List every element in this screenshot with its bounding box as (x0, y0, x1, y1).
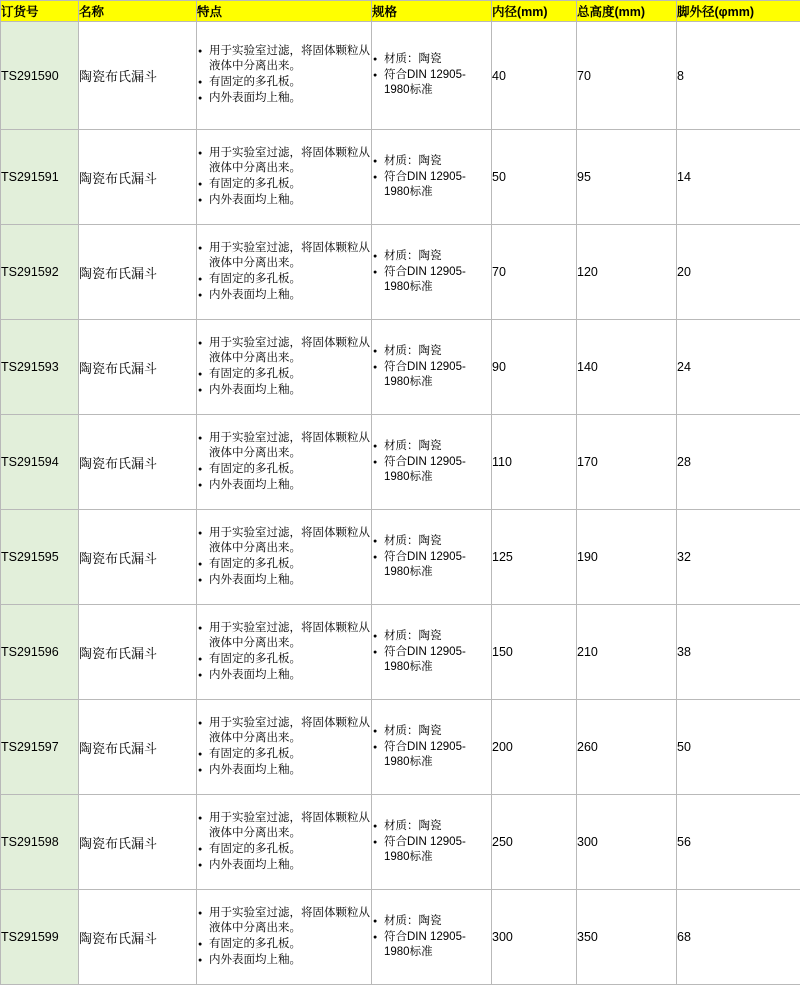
cell-foot-outer-diameter: 28 (677, 415, 800, 510)
spec-bullet-item: ● 材质：陶瓷 (372, 249, 491, 264)
cell-total-height: 120 (577, 225, 677, 320)
cell-features (197, 130, 372, 225)
feature-bullet-item: ● 内外表面均上釉。 (197, 573, 371, 588)
cell-order-number: TS291596 (1, 605, 79, 700)
cell-inner-diameter: 300 (492, 890, 577, 985)
feature-bullet-list (197, 431, 371, 493)
cell-order-number: TS291595 (1, 510, 79, 605)
feature-bullet-item: ● 用于实验室过滤，将固体颗粒从液体中分离出来。 (197, 44, 371, 74)
feature-bullet-item: ● 用于实验室过滤，将固体颗粒从液体中分离出来。 (197, 716, 371, 746)
spec-bullet-list (372, 344, 491, 390)
feature-bullet-list (197, 716, 371, 778)
feature-bullet-item: ● 内外表面均上釉。 (197, 288, 371, 303)
spec-bullet-list (372, 819, 491, 865)
feature-bullet-list (197, 906, 371, 968)
cell-specification (372, 320, 492, 415)
cell-inner-diameter: 125 (492, 510, 577, 605)
spec-bullet-item: ● 材质：陶瓷 (372, 534, 491, 549)
table-row (1, 225, 800, 320)
spec-bullet-item: ● 材质：陶瓷 (372, 344, 491, 359)
cell-product-name: 陶瓷布氏漏斗 (79, 320, 197, 415)
column-header-inner-diameter: 内径(mm) (492, 1, 577, 22)
cell-inner-diameter: 50 (492, 130, 577, 225)
cell-inner-diameter: 70 (492, 225, 577, 320)
column-header-name: 名称 (79, 1, 197, 22)
cell-specification (372, 130, 492, 225)
feature-bullet-item: ● 用于实验室过滤，将固体颗粒从液体中分离出来。 (197, 906, 371, 936)
feature-bullet-item: ● 有固定的多孔板。 (197, 937, 371, 952)
spec-bullet-list (372, 534, 491, 580)
cell-order-number: TS291597 (1, 700, 79, 795)
cell-features (197, 700, 372, 795)
feature-bullet-item: ● 用于实验室过滤，将固体颗粒从液体中分离出来。 (197, 431, 371, 461)
cell-order-number: TS291590 (1, 22, 79, 130)
cell-total-height: 350 (577, 890, 677, 985)
table-row (1, 605, 800, 700)
feature-bullet-item: ● 内外表面均上釉。 (197, 193, 371, 208)
cell-features (197, 225, 372, 320)
cell-inner-diameter: 40 (492, 22, 577, 130)
spec-bullet-list (372, 249, 491, 295)
cell-total-height: 210 (577, 605, 677, 700)
cell-foot-outer-diameter: 20 (677, 225, 800, 320)
cell-total-height: 95 (577, 130, 677, 225)
cell-product-name: 陶瓷布氏漏斗 (79, 890, 197, 985)
feature-bullet-item: ● 内外表面均上釉。 (197, 763, 371, 778)
spec-bullet-item: ● 符合DIN 12905-1980标准 (372, 550, 491, 580)
feature-bullet-item: ● 内外表面均上釉。 (197, 668, 371, 683)
cell-features (197, 510, 372, 605)
feature-bullet-item: ● 内外表面均上釉。 (197, 858, 371, 873)
spec-bullet-item: ● 符合DIN 12905-1980标准 (372, 645, 491, 675)
cell-order-number: TS291599 (1, 890, 79, 985)
table-header-row (1, 1, 800, 22)
feature-bullet-item: ● 有固定的多孔板。 (197, 462, 371, 477)
spec-bullet-item: ● 材质：陶瓷 (372, 629, 491, 644)
feature-bullet-item: ● 用于实验室过滤，将固体颗粒从液体中分离出来。 (197, 621, 371, 651)
cell-total-height: 190 (577, 510, 677, 605)
cell-foot-outer-diameter: 14 (677, 130, 800, 225)
spec-bullet-item: ● 材质：陶瓷 (372, 819, 491, 834)
cell-foot-outer-diameter: 38 (677, 605, 800, 700)
table-row (1, 320, 800, 415)
cell-total-height: 260 (577, 700, 677, 795)
spec-bullet-item: ● 符合DIN 12905-1980标准 (372, 930, 491, 960)
cell-product-name: 陶瓷布氏漏斗 (79, 700, 197, 795)
cell-foot-outer-diameter: 24 (677, 320, 800, 415)
feature-bullet-item: ● 用于实验室过滤，将固体颗粒从液体中分离出来。 (197, 336, 371, 366)
cell-inner-diameter: 150 (492, 605, 577, 700)
column-header-foot-outer-diameter: 脚外径(φmm) (677, 1, 800, 22)
cell-inner-diameter: 110 (492, 415, 577, 510)
feature-bullet-item: ● 用于实验室过滤，将固体颗粒从液体中分离出来。 (197, 146, 371, 176)
cell-product-name: 陶瓷布氏漏斗 (79, 415, 197, 510)
feature-bullet-list (197, 621, 371, 683)
cell-total-height: 140 (577, 320, 677, 415)
column-header-specification: 规格 (372, 1, 492, 22)
cell-order-number: TS291594 (1, 415, 79, 510)
cell-specification (372, 510, 492, 605)
cell-specification (372, 415, 492, 510)
cell-inner-diameter: 200 (492, 700, 577, 795)
cell-features (197, 415, 372, 510)
cell-product-name: 陶瓷布氏漏斗 (79, 795, 197, 890)
feature-bullet-item: ● 内外表面均上釉。 (197, 383, 371, 398)
spec-bullet-list (372, 52, 491, 98)
table-row (1, 130, 800, 225)
table-row (1, 700, 800, 795)
feature-bullet-list (197, 336, 371, 398)
feature-bullet-list (197, 44, 371, 106)
cell-features (197, 795, 372, 890)
column-header-order-number: 订货号 (1, 1, 79, 22)
cell-specification (372, 795, 492, 890)
feature-bullet-item: ● 有固定的多孔板。 (197, 557, 371, 572)
cell-specification (372, 225, 492, 320)
spec-bullet-item: ● 符合DIN 12905-1980标准 (372, 455, 491, 485)
cell-inner-diameter: 250 (492, 795, 577, 890)
feature-bullet-item: ● 内外表面均上釉。 (197, 91, 371, 106)
feature-bullet-item: ● 有固定的多孔板。 (197, 652, 371, 667)
spec-bullet-item: ● 符合DIN 12905-1980标准 (372, 360, 491, 390)
cell-foot-outer-diameter: 8 (677, 22, 800, 130)
spec-bullet-item: ● 材质：陶瓷 (372, 914, 491, 929)
cell-product-name: 陶瓷布氏漏斗 (79, 225, 197, 320)
column-header-total-height: 总高度(mm) (577, 1, 677, 22)
cell-order-number: TS291592 (1, 225, 79, 320)
cell-specification (372, 890, 492, 985)
cell-features (197, 605, 372, 700)
cell-foot-outer-diameter: 56 (677, 795, 800, 890)
cell-foot-outer-diameter: 68 (677, 890, 800, 985)
spec-bullet-item: ● 符合DIN 12905-1980标准 (372, 265, 491, 295)
cell-total-height: 170 (577, 415, 677, 510)
table-row (1, 890, 800, 985)
cell-total-height: 70 (577, 22, 677, 130)
spec-bullet-list (372, 724, 491, 770)
cell-product-name: 陶瓷布氏漏斗 (79, 510, 197, 605)
feature-bullet-item: ● 内外表面均上釉。 (197, 953, 371, 968)
spec-bullet-list (372, 154, 491, 200)
cell-total-height: 300 (577, 795, 677, 890)
feature-bullet-item: ● 有固定的多孔板。 (197, 177, 371, 192)
feature-bullet-list (197, 241, 371, 303)
spec-bullet-item: ● 符合DIN 12905-1980标准 (372, 68, 491, 98)
cell-features (197, 320, 372, 415)
spec-bullet-item: ● 符合DIN 12905-1980标准 (372, 835, 491, 865)
spec-bullet-list (372, 439, 491, 485)
column-header-features: 特点 (197, 1, 372, 22)
cell-foot-outer-diameter: 32 (677, 510, 800, 605)
spec-bullet-list (372, 629, 491, 675)
cell-specification (372, 700, 492, 795)
feature-bullet-list (197, 811, 371, 873)
cell-features (197, 22, 372, 130)
cell-inner-diameter: 90 (492, 320, 577, 415)
spec-bullet-item: ● 材质：陶瓷 (372, 439, 491, 454)
spec-bullet-item: ● 材质：陶瓷 (372, 154, 491, 169)
table-row (1, 415, 800, 510)
spec-bullet-item: ● 材质：陶瓷 (372, 52, 491, 67)
cell-foot-outer-diameter: 50 (677, 700, 800, 795)
feature-bullet-item: ● 用于实验室过滤，将固体颗粒从液体中分离出来。 (197, 526, 371, 556)
spec-bullet-list (372, 914, 491, 960)
feature-bullet-item: ● 内外表面均上釉。 (197, 478, 371, 493)
feature-bullet-item: ● 有固定的多孔板。 (197, 75, 371, 90)
cell-order-number: TS291593 (1, 320, 79, 415)
spec-bullet-item: ● 符合DIN 12905-1980标准 (372, 170, 491, 200)
table-row (1, 795, 800, 890)
feature-bullet-list (197, 526, 371, 588)
cell-product-name: 陶瓷布氏漏斗 (79, 605, 197, 700)
cell-specification (372, 22, 492, 130)
feature-bullet-item: ● 有固定的多孔板。 (197, 367, 371, 382)
feature-bullet-item: ● 有固定的多孔板。 (197, 842, 371, 857)
feature-bullet-list (197, 146, 371, 208)
cell-specification (372, 605, 492, 700)
cell-features (197, 890, 372, 985)
cell-order-number: TS291591 (1, 130, 79, 225)
table-row (1, 510, 800, 605)
spec-bullet-item: ● 符合DIN 12905-1980标准 (372, 740, 491, 770)
table-row (1, 22, 800, 130)
cell-product-name: 陶瓷布氏漏斗 (79, 22, 197, 130)
feature-bullet-item: ● 用于实验室过滤，将固体颗粒从液体中分离出来。 (197, 241, 371, 271)
feature-bullet-item: ● 用于实验室过滤，将固体颗粒从液体中分离出来。 (197, 811, 371, 841)
cell-order-number: TS291598 (1, 795, 79, 890)
feature-bullet-item: ● 有固定的多孔板。 (197, 747, 371, 762)
feature-bullet-item: ● 有固定的多孔板。 (197, 272, 371, 287)
table-body (1, 22, 800, 985)
spec-bullet-item: ● 材质：陶瓷 (372, 724, 491, 739)
cell-product-name: 陶瓷布氏漏斗 (79, 130, 197, 225)
